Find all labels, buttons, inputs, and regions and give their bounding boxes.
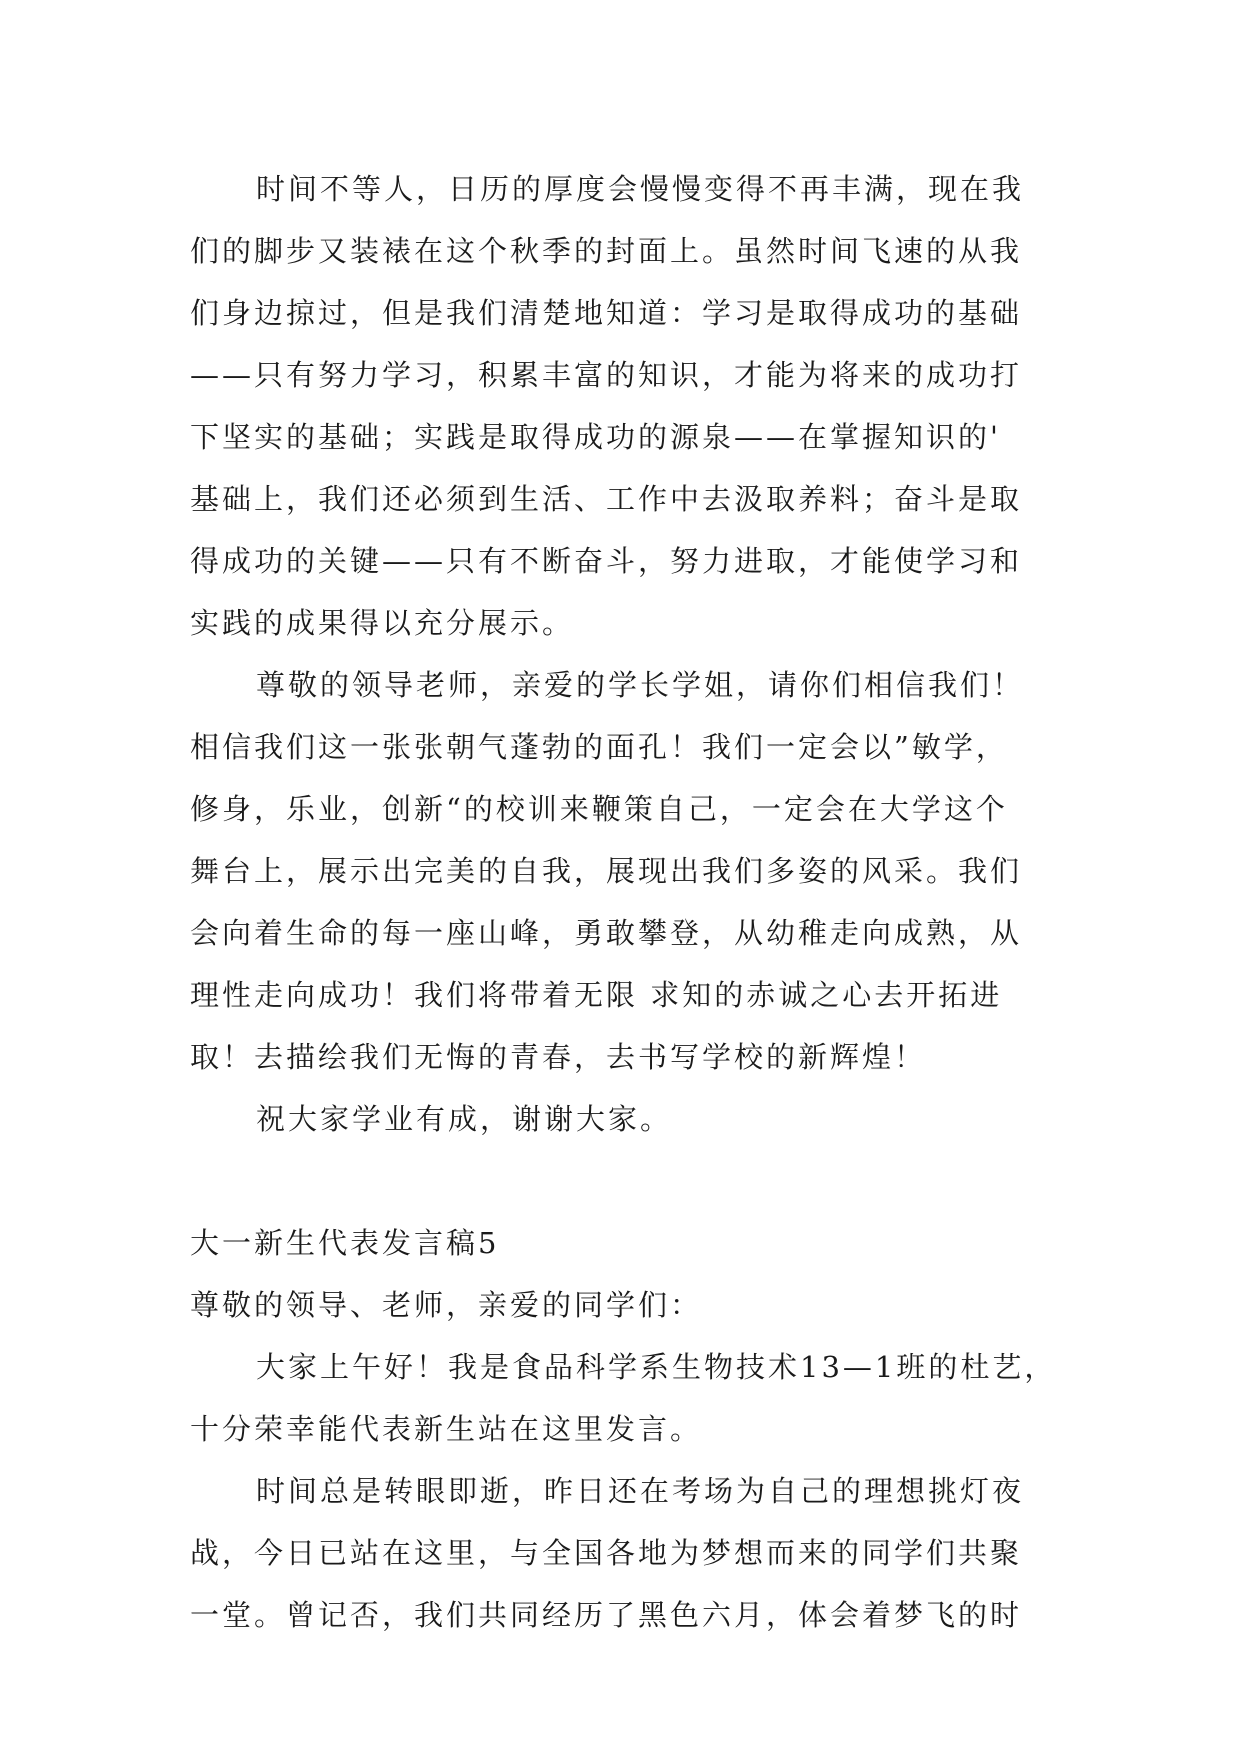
section-title: 大一新生代表发言稿5: [190, 1226, 500, 1260]
paragraph-line: ——只有努力学习，积累丰富的知识，才能为将来的成功打: [190, 358, 1023, 392]
document-body: [190, 158, 1070, 1646]
salutation: 尊敬的领导、老师，亲爱的同学们：: [190, 1288, 703, 1322]
paragraph-line: 基础上，我们还必须到生活、工作中去汲取养料；奋斗是取: [190, 482, 1023, 516]
paragraph-line: 相信我们这一张张朝气蓬勃的面孔！我们一定会以”敏学，: [190, 730, 1008, 764]
paragraph-line: 实践的成果得以充分展示。: [190, 606, 575, 640]
paragraph-line: 得成功的关键——只有不断奋斗，努力进取，才能使学习和: [190, 544, 1023, 578]
paragraph-line: 战，今日已站在这里，与全国各地为梦想而来的同学们共聚: [190, 1536, 1023, 1570]
paragraph-line: 理性走向成功！我们将带着无限 求知的赤诚之心去开拓进: [190, 978, 1003, 1012]
paragraph-line: 一堂。曾记否，我们共同经历了黑色六月，体会着梦飞的时: [190, 1598, 1023, 1632]
section-gap: [190, 1150, 1070, 1212]
paragraph-line: 会向着生命的每一座山峰，勇敢攀登，从幼稚走向成熟，从: [190, 916, 1023, 950]
paragraph-line: 们的脚步又装裱在这个秋季的封面上。虽然时间飞速的从我: [190, 234, 1023, 268]
paragraph-line: 取！去描绘我们无悔的青春，去书写学校的新辉煌！: [190, 1040, 927, 1074]
paragraph-line: 尊敬的领导老师，亲爱的学长学姐，请你们相信我们！: [256, 668, 1025, 702]
paragraph-line: 时间总是转眼即逝，昨日还在考场为自己的理想挑灯夜: [256, 1474, 1025, 1508]
paragraph-line: 舞台上，展示出完美的自我，展现出我们多姿的风采。我们: [190, 854, 1023, 888]
paragraph-line: 祝大家学业有成，谢谢大家。: [256, 1102, 673, 1136]
paragraph-line: 大家上午好！我是食品科学系生物技术13—1班的杜艺，: [256, 1350, 1057, 1384]
paragraph-line: 十分荣幸能代表新生站在这里发言。: [190, 1412, 703, 1446]
paragraph-line: 时间不等人，日历的厚度会慢慢变得不再丰满，现在我: [256, 172, 1025, 206]
paragraph-line: 们身边掠过，但是我们清楚地知道：学习是取得成功的基础: [190, 296, 1023, 330]
paragraph-line: 下坚实的基础；实践是取得成功的源泉——在掌握知识的': [190, 420, 1001, 454]
paragraph-line: 修身，乐业，创新“的校训来鞭策自己，一定会在大学这个: [190, 792, 1008, 826]
